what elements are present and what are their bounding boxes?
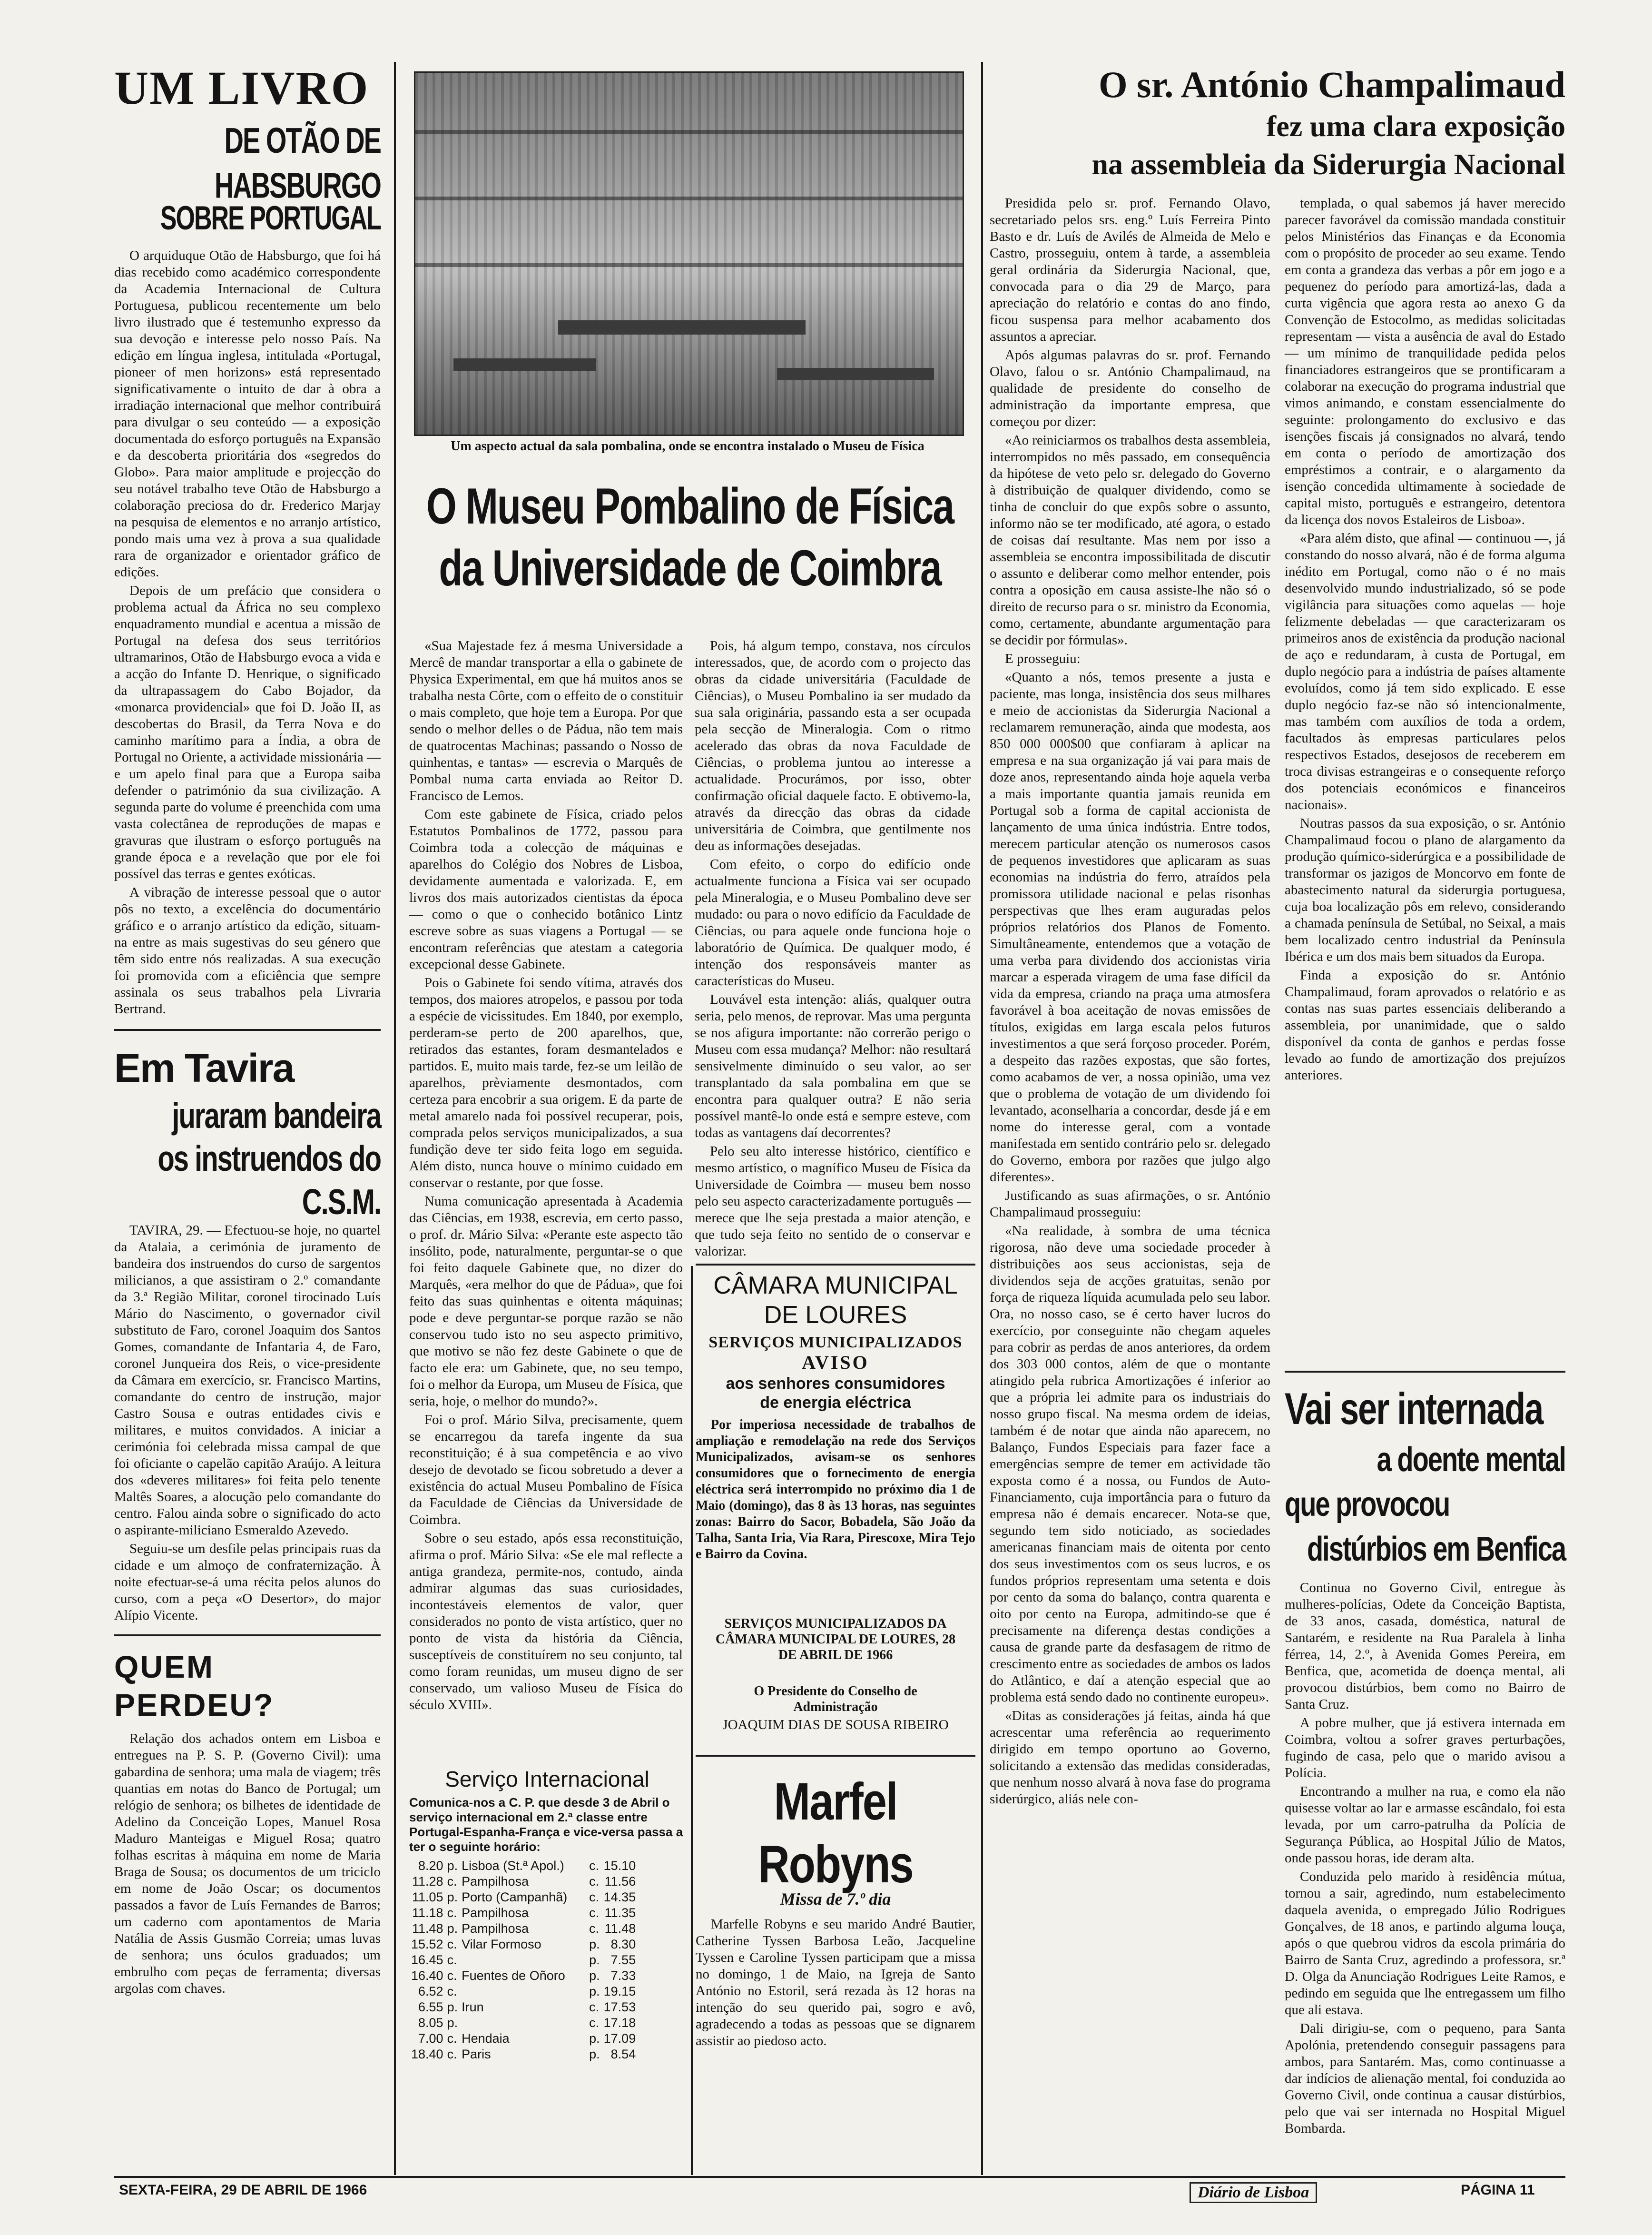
schedule-row bbox=[409, 1905, 638, 1921]
schedule-cell: c. bbox=[589, 1906, 600, 1920]
camara-title-2: DE LOURES bbox=[764, 1301, 907, 1329]
schedule-cell: c. bbox=[589, 2000, 600, 2014]
champalimaud-para: E prosseguiu: bbox=[1005, 651, 1081, 666]
schedule-cell: p. bbox=[589, 2031, 600, 2046]
museum-headline-2: da Universidade de Coimbra bbox=[439, 540, 941, 597]
schedule-cell: Vilar Formoso bbox=[462, 1937, 541, 1951]
schedule-cell: c. bbox=[589, 2016, 600, 2030]
museum-para: Foi o prof. Mário Silva, precisamente, quem se encarregou da tarefa ingente da sua reconstituição; é à sua competência e ao vivo desejo de devotado se ficou sobretudo a dever a existência do actual Museu Pombalino de Física da Faculdade de Ciências da Universidade de Coimbra. bbox=[409, 1412, 683, 1527]
schedule-row bbox=[409, 1999, 638, 2015]
schedule-cell: c. bbox=[447, 1968, 457, 1983]
footer-rule bbox=[114, 2176, 1565, 2178]
schedule-row bbox=[409, 2031, 638, 2047]
museum-photo bbox=[414, 71, 964, 436]
internada-para: Dali dirigiu-se, com o pequeno, para Santa Apolónia, pretendendo conseguir passagens para ambos, para Santarém. Mas, como continuasse a dar indícios de alienação mental, foi conduzida ao Governo Civil, onde continua a causar distúrbios, pelo que vai ser internada no Hospital Miguel Bombarda. bbox=[1285, 2021, 1565, 2136]
champalimaud-col-a bbox=[990, 195, 1270, 2170]
photo-table bbox=[453, 358, 596, 371]
schedule-cell: 17.18 bbox=[603, 2016, 636, 2030]
schedule-cell: 17.53 bbox=[603, 2000, 636, 2014]
schedule-cell: Pampilhosa bbox=[462, 1906, 529, 1920]
quem-perdeu-title: QUEM PERDEU? bbox=[114, 1649, 275, 1722]
camara-title-4: AVISO bbox=[802, 1352, 869, 1373]
tavira-headline-2: juraram bandeira bbox=[172, 1096, 381, 1137]
champalimaud-para: templada, o qual sabemos já haver merecido parecer favorável da comissão mandada constituir pelos Ministérios das Finanças e da Economia com o propósito de proceder ao seu exame. Tendo em conta a grandeza das verbas a pôr em jogo e a pequenez do período para amortizá-las, dada a curta vigência que agora resta ao anexo G da Convenção de Estocolmo, as medidas solicitadas representam — vista a ausência de aval do Estado — um mínimo de tranquilidade pedida pelos financiadores estrangeiros que se prontificaram a colaborar na execução do programa industrial que vimos animando, e constam essencialmente do seguinte: prolongamento do exclusivo e das isenções fiscais já consignados no alvará, tendo em conta o período de amortização dos empréstimos a contrair, e o alargamento da isenção concedida ultimamente à sociedade de capital misto, português e estrangeiro, detentora da licença dos novos Estaleiros de Lisboa». bbox=[1285, 196, 1565, 527]
schedule-cell: c. bbox=[589, 1890, 600, 1904]
schedule-cell: p. bbox=[589, 1937, 600, 1951]
photo-table bbox=[777, 368, 934, 380]
schedule-cell: 14.35 bbox=[603, 1890, 636, 1904]
champalimaud-para: Após algumas palavras do sr. prof. Fernando Olavo, falou o sr. António Champalimaud, na qualidade de presidente do conselho de administração da importante empresa, que começou por dizer: bbox=[990, 347, 1270, 429]
museum-para: Sobre o seu estado, após essa reconstituição, afirma o prof. Mário Silva: «Se ele mal reflecte a antiga grandeza, permite-nos, contudo, ainda admirar algumas das suas curiosidades, incontestáveis elementos de valor, quer considerados no ponto de vista artístico, quer no ponto de vista da história da Ciência, susceptíveis de constituírem no seu conjunto, tal como foram reunidas, um museu digno de ser conservado, um valioso Museu de Física do século XVIII». bbox=[409, 1531, 683, 1712]
schedule-cell: Pampilhosa bbox=[462, 1874, 529, 1889]
schedule-row bbox=[409, 1858, 638, 1874]
schedule-cell: 8.05 bbox=[418, 2016, 443, 2030]
schedule-cell: p. bbox=[589, 1984, 600, 1998]
museum-headline-1: O Museu Pombalino de Física bbox=[426, 478, 954, 535]
schedule-row bbox=[409, 1921, 638, 1937]
schedule-cell: Hendaia bbox=[462, 2031, 510, 2046]
schedule-cell: p. bbox=[589, 1968, 600, 1983]
champalimaud-col-b bbox=[1285, 195, 1565, 1375]
schedule-cell: Irun bbox=[462, 2000, 484, 2014]
champalimaud-para: Justificando as suas afirmações, o sr. António Champalimaud prosseguiu: bbox=[990, 1188, 1270, 1220]
camara-sig-3: JOAQUIM DIAS DE SOUSA RIBEIRO bbox=[722, 1717, 949, 1732]
servico-schedule bbox=[409, 1858, 638, 2062]
article-tavira bbox=[114, 1045, 381, 1624]
quem-perdeu-para: Relação dos achados ontem em Lisboa e entregues na P. S. P. (Governo Civil): uma gabardina de senhora; uma mala de viagem; três quantias em notas do Banco de Portugal; um relógio de senhora; os bilhetes de identidade de Adelino da Conceição Lopes, Manuel Rosa Maduro Manteigas e Miguel Rosa; quatro folhas escritas à máquina em nome de Maria Braga de Sousa; os documentos de um triciclo em nome de João Oscar; os documentos passados a favor de Luís Fernandes de Barros; um caderno com apontamentos de Maria Natália de Assis Gusmão Correia; umas luvas de senhora; uns óculos graduados; um embrulho com peças de ferramenta; diversas argolas com chaves. bbox=[114, 1731, 381, 1996]
museum-para: Com efeito, o corpo do edifício onde actualmente funciona a Física vai ser ocupado pela Mineralogia, e o Museu Pombalino deve ser mudado: ou para o novo edifício da Faculdade de Ciências, ou para aquele onde funciona hoje o laboratório de Química. De qualquer modo, é intenção dos responsáveis manter as características do Museu. bbox=[695, 857, 971, 989]
internada-para: Encontrando a mulher na rua, e como ela não quisesse voltar ao lar e armasse escândalo, foi esta levada, por um carro-patrulha da Polícia de Segurança Pública, ao Hospital Júlio de Matos, onde passou horas, ide deram alta. bbox=[1285, 1784, 1565, 1866]
champalimaud-para: «Para além disto, que afinal — continuou —, já constando do nosso alvará, não é de forma alguma inédito em Portugal, como não o é no mais desenvolvido mundo industrializado, só se pode vigilância para situações como aquelas — hoje felizmente debeladas — que caracterizaram os primeiros anos de existência da produção nacional de aço e redundaram, à custa de Portugal, em duplo negócio para a indústria de países altamente evoluídos, como já tem sido explicado. E esse duplo negócio faz-se não só intencionalmente, mas também com auxílios de toda a ordem, facultados às empresas particulares pelos respectivos Estados, desejosos de receberem em troca divisas estrangeiras e o consequente reforço dos potenciais económicos e financeiros nacionais». bbox=[1285, 531, 1565, 812]
livro-para: O arquiduque Otão de Habsburgo, que foi há dias recebido como académico correspondente da Academia Internacional de Cultura Portuguesa, publicou recentemente um belo livro ilustrado que é testemunho expresso da sua devoção e interesse pelo nosso País. Na edição em língua inglesa, intitulada «Portugal, pioneer of men horizons» está representado significativamente o intuito de dar à obra a irradiação internacional que melhor contribuirá para divulgar o seu conteúdo — a exposição documentada do esforço português na Expansão e da descoberta prioritária dos «segredos do Globo». Para maior amplitude e projecção do seu notável trabalho teve Otão de Habsburgo a colaboração preciosa do dr. Frederico Marjay na pesquisa de elementos e no arranjo artístico, pondo mais uma vez à prova a sua qualidade rara de organizador e orientador gráfico de edições. bbox=[114, 248, 381, 580]
footer-masthead: Diário de Lisboa bbox=[1190, 2182, 1317, 2203]
marfel-body bbox=[696, 1916, 975, 2049]
internada-headline-1: Vai ser internada bbox=[1285, 1384, 1543, 1434]
champalimaud-headline-3: na assembleia da Siderurgia Nacional bbox=[1092, 148, 1565, 181]
schedule-cell: p. bbox=[447, 1890, 458, 1904]
schedule-row bbox=[409, 1968, 638, 1984]
schedule-cell: p. bbox=[589, 2047, 600, 2061]
column-rule bbox=[394, 62, 396, 2175]
camara-title-6: de energia eléctrica bbox=[760, 1394, 911, 1412]
article-livro bbox=[114, 62, 381, 1018]
divider bbox=[114, 1029, 381, 1031]
internada-headline-3: que provocou bbox=[1285, 1484, 1450, 1523]
schedule-cell: 16.45 bbox=[411, 1953, 443, 1967]
internada-headline-2: a doente mental bbox=[1377, 1439, 1565, 1479]
schedule-row bbox=[409, 1889, 638, 1905]
schedule-cell: 8.20 bbox=[418, 1859, 443, 1873]
schedule-row bbox=[409, 1874, 638, 1889]
schedule-cell: 11.48 bbox=[604, 1921, 636, 1936]
schedule-cell: 7.33 bbox=[610, 1968, 636, 1983]
champalimaud-headline-2: fez uma clara exposição bbox=[1266, 110, 1565, 143]
schedule-cell: c. bbox=[447, 2031, 457, 2046]
schedule-row bbox=[409, 1937, 638, 1952]
photo-shelf bbox=[415, 197, 963, 200]
camara-para: Por imperiosa necessidade de trabalhos de ampliação e remodelação na rede dos Serviços Municipalizados, avisam-se os senhores consumidores que o fornecimento de energia eléctrica será interrompido no próximo dia 1 de Maio (domingo), das 8 às 13 horas, nas seguintes zonas: Bairro do Sacor, Bobadela, São João da Talha, Santa Iria, Via Rara, Pirescoxe, Mira Tejo e Bairro da Covina. bbox=[696, 1417, 975, 1562]
schedule-cell: 7.00 bbox=[418, 2031, 443, 2046]
champalimaud-para: Presidida pelo sr. prof. Fernando Olavo, secretariado pelos srs. eng.º Luís Ferreira Pinto Basto e dr. Luís de Avilés de Almeida de Melo e Castro, prosseguiu, ontem à tarde, a assembleia geral ordinária da Siderurgia Nacional, que, convocada para o dia 29 de Março, para apreciação do relatório e contas do ano findo, ficou suspensa para melhor acabamento dos assuntos a apreciar. bbox=[990, 196, 1270, 344]
schedule-cell: 7.55 bbox=[610, 1953, 636, 1967]
schedule-row bbox=[409, 2047, 638, 2062]
internada-para: A pobre mulher, que já estivera internada em Coimbra, voltou a sofrer graves perturbações, fugindo de casa, pelo que o marido avisou a Polícia. bbox=[1285, 1715, 1565, 1780]
column-1 bbox=[114, 62, 381, 2175]
champalimaud-para: «Ao reiniciarmos os trabalhos desta assembleia, interrompidos no mês passado, em consequência da hipótese de veto pelo sr. delegado do Governo à distribuição de qualquer dividendo, como se tinha de concluir do que expôs sobre o assunto, informo não se ter modificado, até agora, o estado de coisas daí resultante. Mas nem por isso a assembleia se encontra impossibilitada de discutir o assunto e deliberar como melhor entender, pois contra a oposição em causa assiste-lhe não só o direito de recurso para o sr. ministro da Economia, como, certamente, abundante argumentação para se decidir por fórmulas». bbox=[990, 433, 1270, 648]
schedule-cell: 16.40 bbox=[411, 1968, 443, 1983]
schedule-cell: p. bbox=[589, 1953, 600, 1967]
museum-para: Pois o Gabinete foi sendo vítima, através dos tempos, dos maiores atropelos, e passou por toda a espécie de vicissitudes. Em 1840, por exemplo, perderam-se perto de 200 aparelhos, que, retirados das estantes, foram desmantelados e partidos. E, muito mais tarde, fez-se um leilão de aparelhos, prèviamente desmontados, com certeza para encobrir a sua origem. E da parte de metal amarelo nada foi possível recuperar, pois, comprada pelos serviços municipalizados, a sua fundição deve ter sido feita logo em seguida. Além disto, nunca houve o mínimo cuidado em conservar o restante, por que fosse. bbox=[409, 975, 683, 1190]
divider bbox=[696, 1264, 975, 1266]
champalimaud-para: «Ditas as considerações já feitas, ainda há que acrescentar uma referência ao requerimento dirigido em tempo oportuno ao Governo, solicitando a extensão das medidas consideradas, que nenhum nosso alvará à nova fase do programa siderúrgico, aliás nele con- bbox=[990, 1708, 1270, 1807]
schedule-cell: c. bbox=[447, 1874, 457, 1889]
photo-caption: Um aspecto actual da sala pombalina, onde se encontra instalado o Museu de Física bbox=[451, 439, 924, 454]
schedule-row bbox=[409, 2015, 638, 2031]
divider bbox=[696, 1755, 975, 1757]
schedule-cell: c. bbox=[589, 1874, 600, 1889]
camara-title-1: CÂMARA MUNICIPAL bbox=[713, 1272, 958, 1299]
schedule-cell: 6.55 bbox=[418, 2000, 443, 2014]
champalimaud-para: Finda a exposição do sr. António Champalimaud, foram aprovados o relatório e as contas nas suas partes essenciais deliberando a assembleia, por unanimidade, que o saldo disponível da conta de ganhos e perdas fosse levado ao fundo de amortização dos prejuízos anteriores. bbox=[1285, 968, 1565, 1083]
servico-intro: Comunica-nos a C. P. que desde 3 de Abril o serviço internacional em 2.ª classe entre Portugal-Espanha-França e vice-versa passa a ter o seguinte horário: bbox=[409, 1795, 683, 1854]
champalimaud-para: Noutras passos da sua exposição, o sr. António Champalimaud focou o plano de alargamento da produção químico-siderúrgica e a possibilidade de transformar os jazigos de Moncorvo em fonte de abastecimento natural da siderurgia portuguesa, cuja boa localização pôs em relevo, considerando a chamada península de Setúbal, no Seixal, a mais bem localizado centro industrial da Península Ibérica e um dos mais bem situados da Europa. bbox=[1285, 816, 1565, 964]
schedule-cell bbox=[460, 1952, 587, 1968]
schedule-cell: c. bbox=[589, 1859, 600, 1873]
museum-para: «Sua Majestade fez á mesma Universidade a Mercê de mandar transportar a ella o gabinete de Physica Experimental, em que há muitos anos se trabalha nesta Côrte, com o effeito de o constituir o mais completo, que hoje tem a Europa. Por que sendo o melhor delles o de Pádua, não tem mais de quatrocentas Machinas; passando o Nosso de quinhentas, e tantas» — escrevia o Marquês de Pombal numa carta enviada ao Reitor D. Francisco de Lemos. bbox=[409, 638, 683, 803]
museum-para: Com este gabinete de Física, criado pelos Estatutos Pombalinos de 1772, passou para Coimbra toda a colecção de máquinas e aparelhos do Colégio dos Nobres de Lisboa, devidamente aumentada e valorizada. E, em livros dos mais autorizados cientistas da época — como o que o conhecido botânico Lintz escreve sobre as suas viagens a Portugal — se encontram referências que atestam a categoria excepcional desse Gabinete. bbox=[409, 807, 683, 972]
tavira-headline-1: Em Tavira bbox=[114, 1046, 294, 1090]
camara-body bbox=[696, 1417, 975, 1564]
footer-page: PÁGINA 11 bbox=[1461, 2182, 1535, 2198]
schedule-cell: c. bbox=[447, 1906, 457, 1920]
servico-title: Serviço Internacional bbox=[445, 1767, 649, 1791]
marfel-para: Marfelle Robyns e seu marido André Bautier, Catherine Tyssen Barbosa Leão, Jacqueline Tyssen e Caroline Tyssen participam que a missa no domingo, 1 de Maio, na Igreja de Santo António no Estoril, será rezada às 12 horas na intenção do seu querido pai, sogro e avô, agradecendo a todas as pessoas que se dignarem assistir ao piedoso acto. bbox=[696, 1917, 975, 2048]
tavira-para: TAVIRA, 29. — Efectuou-se hoje, no quartel da Atalaia, a cerimónia de juramento de bandeira dos instruendos do curso de sargentos milicianos, a que assistiram o 2.º comandante da 3.ª Região Militar, coronel tirocinado Luís Mário do Nascimento, o governador civil substituto de Faro, coronel Joaquim dos Santos Gomes, comandante de Infantaria 4, de Faro, coronel Junqueira dos Reis, o vice-presidente da Câmara em exercício, sr. Francisco Martins, comandante do centro de instrução, major Castro Sousa e outras entidades civis e militares, e muitos convidados. A iniciar a cerimónia foi celebrada missa campal de que foi oficiante o capelão capitão Araújo. A leitura dos «deveres militares» foi feita pelo tenente Maltês Soares, a alocução pelo comandante do centro. Falou ainda sobre o significado do acto o aspirante-miliciano Esmeraldo Azevedo. bbox=[114, 1223, 381, 1538]
schedule-cell: p. bbox=[447, 2000, 458, 2014]
column-rule bbox=[981, 62, 983, 2175]
livro-headline-2: DE OTÃO DE HABSBURGO bbox=[214, 120, 381, 206]
photo-table bbox=[558, 320, 806, 335]
schedule-cell: 18.40 bbox=[411, 2047, 443, 2061]
museum-para: Numa comunicação apresentada à Academia das Ciências, em 1938, escrevia, em certo passo, o prof. dr. Mário Silva: «Perante este aspecto tão insólito, pode, naturalmente, perguntar-se o que foi feito daquele Gabinete que, no dizer do Marquês, «era melhor do que de Pádua», que foi feito das suas quinhentas e oitenta máquinas; pode e deve perguntar-se porque razão se não conservou tudo isto no seu aspecto primitivo, que motivo se não fez deste Gabinete o que de facto ele era: um Gabinete, que, no seu tempo, foi o melhor da Europa, um Museu de Física, que seria, hoje, o melhor do mundo?». bbox=[409, 1194, 683, 1409]
tavira-para: Seguiu-se um desfile pelas principais ruas da cidade e um almoço de confraternização. À noite efectuar-se-á uma récita pelos alunos do curso, com a peça «O Desertor», do major Alípio Vicente. bbox=[114, 1541, 381, 1623]
schedule-cell: p. bbox=[447, 1921, 458, 1936]
schedule-cell: 11.56 bbox=[604, 1874, 636, 1889]
museum-col-b bbox=[695, 638, 971, 1259]
article-internada bbox=[1285, 1383, 1565, 2175]
footer-date: SEXTA-FEIRA, 29 DE ABRIL DE 1966 bbox=[119, 2182, 367, 2198]
schedule-cell: Porto (Campanhã) bbox=[462, 1890, 568, 1904]
schedule-cell: 11.35 bbox=[604, 1906, 636, 1920]
schedule-cell: c. bbox=[447, 2047, 457, 2061]
schedule-cell: c. bbox=[447, 1937, 457, 1951]
divider bbox=[114, 1634, 381, 1636]
livro-headline-3: SOBRE PORTUGAL bbox=[160, 200, 381, 237]
camara-title-5: aos senhores consumidores bbox=[726, 1375, 945, 1393]
schedule-cell bbox=[460, 1984, 587, 1999]
schedule-cell: p. bbox=[447, 1859, 458, 1873]
photo-shelf bbox=[415, 263, 963, 267]
schedule-cell: p. bbox=[447, 2016, 458, 2030]
tavira-body bbox=[114, 1222, 381, 1624]
photo-shelf bbox=[415, 130, 963, 134]
internada-headline-4: distúrbios em Benfica bbox=[1307, 1529, 1565, 1568]
schedule-cell: 6.52 bbox=[418, 1984, 443, 1998]
servico-box bbox=[404, 1756, 690, 2175]
schedule-cell: 11.48 bbox=[412, 1921, 443, 1936]
tavira-headline-3: os instruendos do C.S.M. bbox=[157, 1138, 381, 1223]
champalimaud-para: «Na realidade, à sombra de uma técnica rigorosa, não deve uma sociedade proceder à distribuições aos seus accionistas, seja de dividendos seja de acções gratuitas, senão por força de riqueza líquida acumulada pelo seu labor. Ora, no nosso caso, se é certo haver lucros do exercício, por conseguinte não chegam aqueles para cobrir as perdas de anos anteriores, da ordem dos 303 000 contos, além de que o montante atingido pela rubrica Amortizações é inferior ao que a própria lei admite para os industriais do nosso grupo fiscal. Na mesma ordem de ideias, também é de notar que ainda não aparecem, no Balanço, Fundos Especiais para fazer face a emergências sempre de temer em actividade tão exposta como é a nossa, ou Fundos de Auto-Financiamento, cuja importância para o futuro da empresa não é demais encarecer. Nota-se que, segundo tem sido noticiado, as sociedades americanas financiam mais de oitenta por cento dos seus investimentos com os seus lucros, e os fundos próprios representam uma setenta e dois por cento da soma do balanço, contra quarenta e oito por cento na Europa, admitindo-se que é precisamente na diferença destas condições a causa de grande parte da desfasagem de ritmo de crescimento entre as sociedades de ambos os lados do Atlântico, e daí a atenção especial que ao problema está sendo dado no continente europeu». bbox=[990, 1223, 1270, 1705]
camara-notice bbox=[696, 1264, 975, 1806]
schedule-cell: 19.15 bbox=[603, 1984, 636, 1998]
schedule-cell: 11.18 bbox=[412, 1906, 443, 1920]
schedule-cell: 8.30 bbox=[610, 1937, 636, 1951]
museum-para: Pelo seu alto interesse histórico, científico e mesmo artístico, o magnífico Museu de Física da Universidade de Coimbra — museu bem nosso pelo seu aspecto caracterizadamente português — merece que lhe seja prestada a maior atenção, e que tudo seja feito no sentido de o conservar e valorizar. bbox=[695, 1144, 971, 1259]
internada-para: Conduzida pelo marido à residência mútua, tornou a sair, agredindo, num estabelecimento daquela avenida, o empregado Júlio Rodrigues Gonçalves, de 18 anos, e partindo alguma louça, após o que quebrou vidros da escola primária do Bairro de Santa Cruz, agredindo a professora, sr.ª D. Olga da Anunciação Rodrigues Leite Ramos, e pedindo em seguida que lhe entregassem um filho que ali estava. bbox=[1285, 1869, 1565, 2017]
champalimaud-para: «Quanto a nós, temos presente a justa e paciente, mas longa, insistência dos seus milhares e meio de accionistas da Siderurgia Nacional a reclamarem remuneração, ainda que modesta, aos 850 000 000$00 que confiaram à aplicar na empresa e na sua organização já vai para mais de doze anos, representando ainda hoje aquela verba a mais importante quantia jamais reunida em Portugal sob a forma de capital accionista de lançamento de uma única indústria. Entre todos, merecem particular atenção os numerosos casos de pequenos investidores que aplicaram as suas economias na indústria do ferro, atraídos pela promissora utilidade nacional e pelas risonhas perspectivas que lhes eram auguradas pelos próprios relatórios dos Planos de Fomento. Simultâneamente, entendemos que a votação de uma verba para dividendo dos accionistas viria marcar a esperada viragem de uma fase difícil da vida da empresa, criando na praça uma atmosfera favorável à boa aceitação de novas emissões de títulos, exigidas em larga escala pelos futuros investimentos a que será forçoso proceder. Porém, a despeito das razões expostas, que são fortes, como acabamos de ver, a nossa opinião, uma vez que o problema de votação de um dividendo foi levantado, aconselharia a concordar, desde já e em nome do interesse geral, com a vontade manifestada em sentido contrário pelo sr. delegado do Governo, embora por razões que julgo algo diferentes». bbox=[990, 670, 1270, 1185]
museum-col-a bbox=[409, 638, 683, 1712]
museum-para: Louvável esta intenção: aliás, qualquer outra seria, pelo menos, de reprovar. Mas uma pergunta se nos afigura importante: não correrão perigo o Museu com essa mudança? Melhor: não resultará sensivelmente diminuído o seu valor, ao ser transplantado da sala pombalina em que se encontra para qualquer outra? E não seria possível mantê-lo onde está e sempre esteve, com todas as vantagens daí decorrentes? bbox=[695, 992, 971, 1140]
livro-para: A vibração de interesse pessoal que o autor pôs no texto, a excelência do documentário gráfico e o arranjo artístico da edição, situam-na entre as mais sugestivas do seu género que têm sido entre nós realizadas. A sua execução foi promovida com a eficiência que sempre assinala os seus trabalhos pela Livraria Bertrand. bbox=[114, 885, 381, 1017]
livro-headline-1: UM LIVRO bbox=[114, 61, 369, 114]
internada-para: Continua no Governo Civil, entregue às mulheres-polícias, Odete da Conceição Baptista, de 33 anos, casada, doméstica, natural de Santarém, e residente na Rua Paralela à linha férrea, 14, 2.º, à Avenida Gomes Pereira, em Benfica, que, acometida de doença mental, ali provocou distúrbios, bem como no Bairro de Santa Cruz. bbox=[1285, 1580, 1565, 1712]
column-rule bbox=[691, 1266, 693, 2175]
schedule-cell bbox=[460, 2015, 587, 2031]
camara-sig-2: O Presidente do Conselho de Administração bbox=[754, 1684, 917, 1714]
schedule-cell: 11.05 bbox=[412, 1890, 443, 1904]
schedule-cell: Fuentes de Oñoro bbox=[462, 1968, 565, 1983]
camara-sig-1: SERVIÇOS MUNICIPALIZADOS DA CÂMARA MUNICIPAL DE LOURES, 28 DE ABRIL DE 1966 bbox=[715, 1616, 956, 1662]
schedule-cell: Pampilhosa bbox=[462, 1921, 529, 1936]
livro-body bbox=[114, 247, 381, 1018]
schedule-cell: c. bbox=[447, 1984, 457, 1998]
schedule-row bbox=[409, 1984, 638, 1999]
article-quem-perdeu bbox=[114, 1648, 381, 1997]
marfel-subtitle: Missa de 7.º dia bbox=[780, 1889, 891, 1909]
schedule-cell: 11.28 bbox=[412, 1874, 443, 1889]
camara-title-3: SERVIÇOS MUNICIPALIZADOS bbox=[708, 1334, 963, 1351]
schedule-cell: Lisboa (St.ª Apol.) bbox=[462, 1859, 564, 1873]
schedule-row bbox=[409, 1952, 638, 1968]
quem-perdeu-body bbox=[114, 1731, 381, 1997]
marfel-notice bbox=[696, 1770, 975, 2175]
schedule-cell: c. bbox=[589, 1921, 600, 1936]
museum-para: Pois, há algum tempo, constava, nos círculos interessados, que, de acordo com o projecto das obras da cidade universitária (Faculdade de Ciências), o Museu Pombalino ia ser mudado da sua sala originária, passando esta a ser ocupada pela secção de Mineralogia. Com o ritmo acelerado das obras da nova Faculdade de Ciências, o problema juntou ao interesse a actualidade. Procurámos, por isso, obter confirmação oficial daquele facto. E obtivemo-la, através da direcção das obras da cidade universitária de Coimbra, que gentilmente nos deu as informações desejadas. bbox=[695, 638, 971, 853]
schedule-cell: 17.09 bbox=[603, 2031, 636, 2046]
schedule-cell: c. bbox=[447, 1953, 457, 1967]
livro-para: Depois de um prefácio que considera o problema actual da África no seu complexo enquadramento mundial e acentua a missão de Portugal na defesa dos seus territórios ultramarinos, Otão de Habsburgo evoca a vida e a acção do Infante D. Henrique, o significado da ultrapassagem do Cabo Bojador, da «monarca providencial» que foi D. João II, as descobertas do Brasil, da Terra Nova e do caminho marítimo para a Índia, a obra de Portugal no Oriente, a actividade missionária — e um apelo final para que a Europa saiba defender o património da sua civilização. A segunda parte do volume é preenchida com uma vasta colectânea de reproduções de mapas e gravuras que ilustram o esforço português na grande época e a revelação que por ele foi possível das terras e gentes exóticas. bbox=[114, 583, 381, 881]
divider bbox=[1285, 1371, 1565, 1373]
champalimaud-headline-1: O sr. António Champalimaud bbox=[1098, 64, 1565, 105]
marfel-title: Marfel Robyns bbox=[758, 1772, 913, 1894]
schedule-cell: Paris bbox=[462, 2047, 491, 2061]
schedule-cell: 8.54 bbox=[610, 2047, 636, 2061]
internada-body bbox=[1285, 1580, 1565, 2137]
schedule-cell: 15.52 bbox=[411, 1937, 443, 1951]
schedule-cell: 15.10 bbox=[603, 1859, 636, 1873]
